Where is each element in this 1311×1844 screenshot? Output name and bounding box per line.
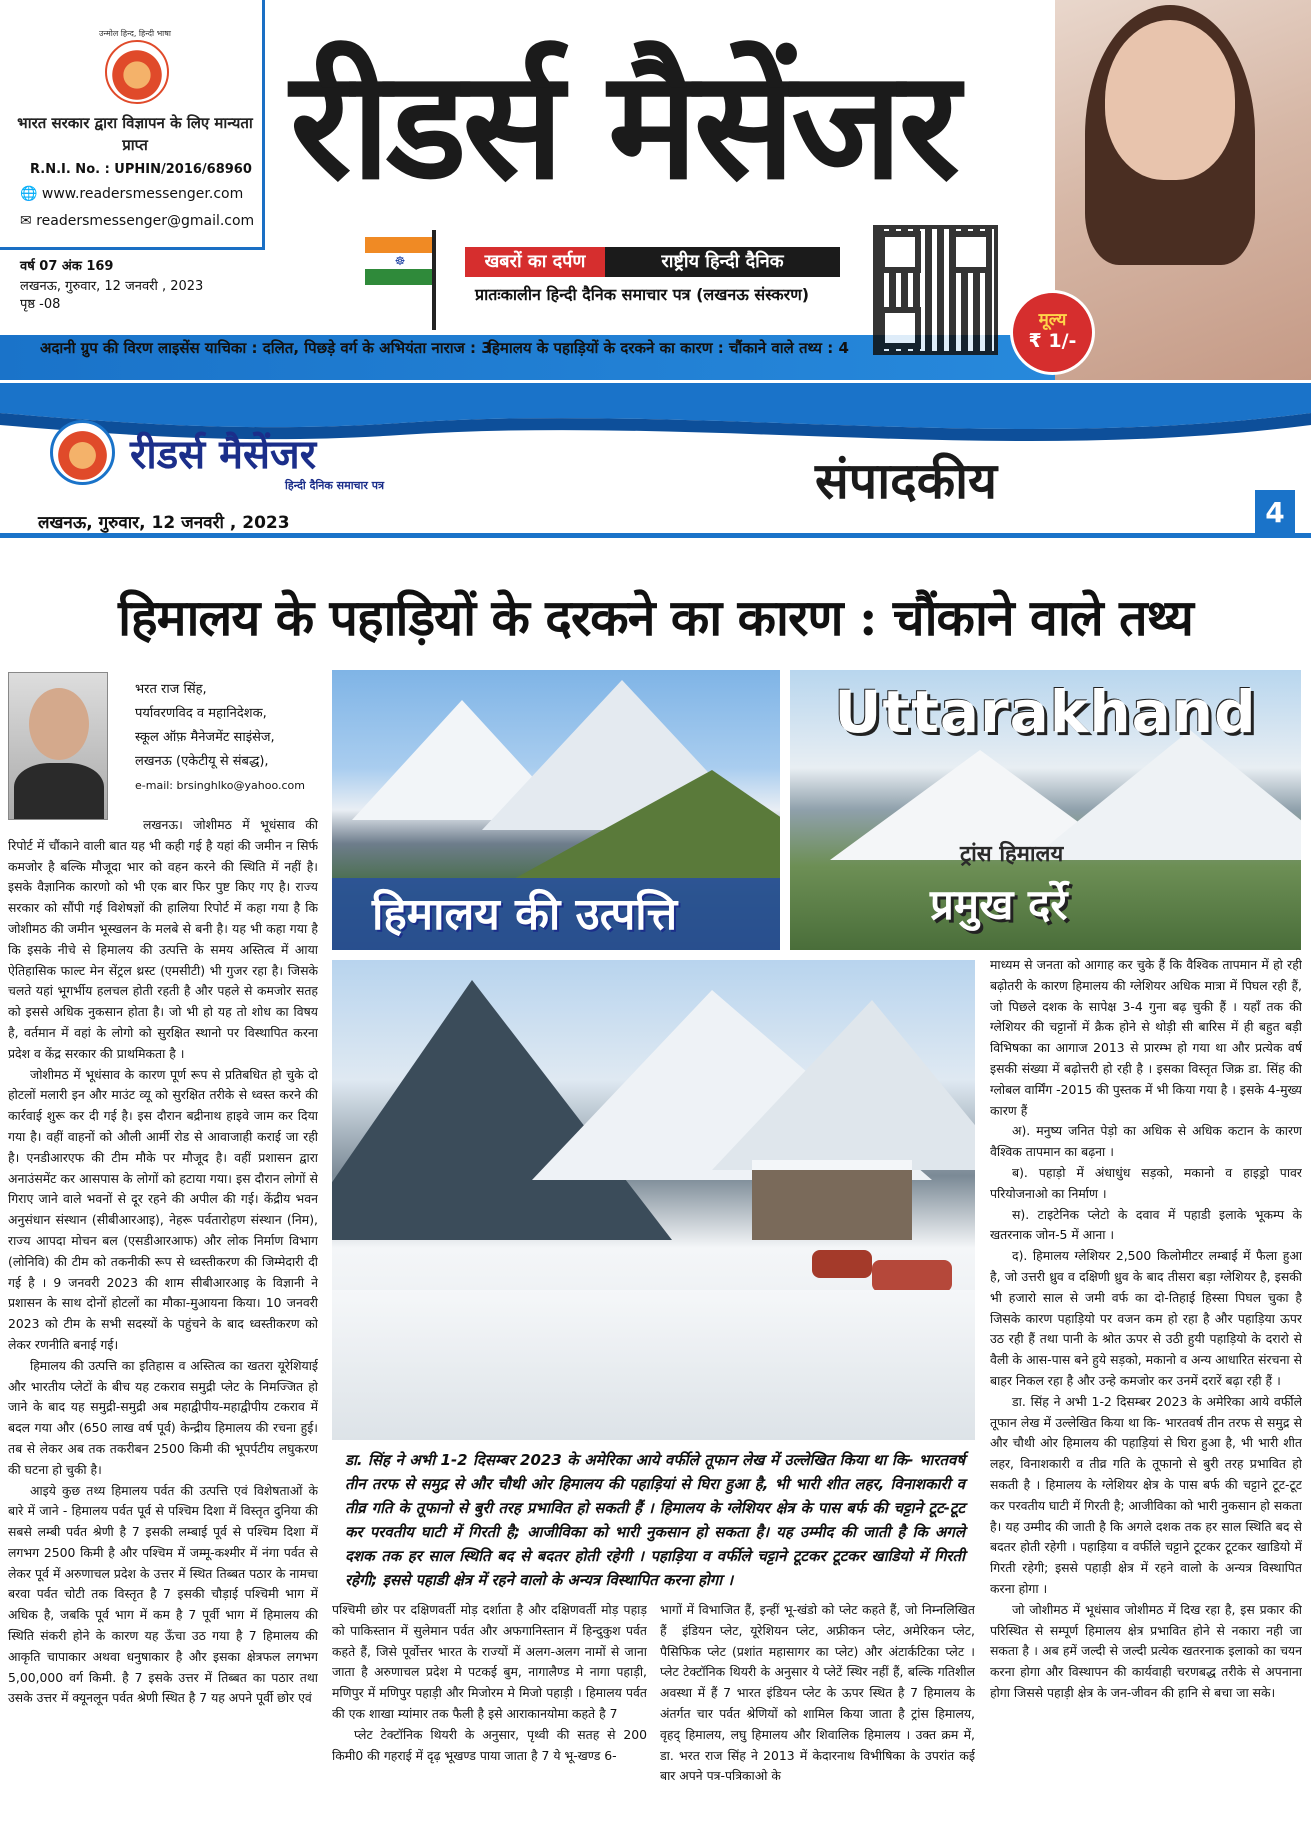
col4-paragraph-1: माध्यम से जनता को आगाह कर चुके हैं कि वैश्विक तापमान में हो रही बढ़ोतरी के कारण हिमालय की ग्लेशियर अधिक मात्रा में पिघल रही हैं, जो पिछले दशक के सापेक्ष 3-4 गुना बढ़ चुकी हैं । यहाँ तक की ग्लेशियर की चट्टानों में क्रैक होने से थोड़ी सी बारिस में ही बहुत बड़ी विभिषका का आगाज 2013 से प्रारम्भ हो गया था और प्रत्येक वर्ष इसकी संख्या में बढ़ोत्तरी हो रही है । इसका विस्तृत जिक्र डा. सिंह की ग्लोबल वार्मिंग -2015 की पुस्तक में भी किया गया है । इसके 4-मुख्य कारण हैं ‌	[990, 957, 1302, 1118]
newspaper-title: रीडर्स मैसेंजर	[290, 37, 956, 213]
page-number: 4	[1255, 490, 1295, 535]
section-date: लखनऊ, गुरुवार, 12 जनवरी , 2023	[38, 513, 290, 533]
col1-paragraph-4: आइये कुछ तथ्य हिमालय पर्वत की उत्पत्ति एवं विशेषताओं के बारे में जाने - हिमालय पर्वत पूर्व से पश्चिम दिशा में विस्तृत दुनिया की सबसे लम्बी पर्वत श्रेणी है 7 इसकी लम्बाई पूर्व से पश्चिम दिशा में लगभग 2500 किमी है और पश्चिम में जम्मू-कश्मीर में नंगा पर्वत से लेकर पूर्व में अरुणाचल प्रदेश के उत्तर में स्थित तिब्बत पठार के नामचा बरवा पर्वत चोटी तक विस्तृत है 7 इसकी चौड़ाई पश्चिमी भाग में अधिक है, जबकि पूर्व भाग में कम है 7 पूर्वी भाग में हिमालय की स्थिति संकरी होने के कारण यह ऊँचा उठ गया है 7 हिमालय की आकृति चापाकार अथवा धनुषाकार है और इसका क्षेत्रफल लगभग 5,00,000 वर्ग किमी. है 7 इसके उत्तर में तिब्बत का पठार तथा उसके उत्तर में क्यूनलून पर्वत श्रेणी स्थित है 7 यह अपने पूर्वी छोर एवं	[8, 1482, 318, 1706]
author-name: भरत राज सिंह,	[135, 682, 207, 697]
india-flag-icon: ☸	[365, 237, 435, 285]
globe-icon: 🌐	[20, 186, 38, 202]
emblem-icon	[105, 40, 169, 104]
col3-paragraph-1: भागों में विभाजित हैं, इन्हीं भू-खंडो को प्लेट कहते हैं, जो निम्नलिखित हैं ‌ इंडियन प्लेट, यूरेशियन प्लेट, अफ्रीकन प्लेट, अमेरिकन प्लेट, पैसिफिक प्लेट (प्रशांत महासागर का प्लेट) और अंटार्कटिका प्लेट । प्लेट टेक्टॉनिक थियरी के अनुसार ये प्लेटें स्थिर नहीं हैं, बल्कि गतिशील अवस्था में हैं 7 भारत इंडियन प्लेट के ऊपर स्थित है 7 हिमालय के अंतर्गत चार पर्वत श्रेणियों को शामिल किया जाता है‌ ट्रांस हिमालय, वृहद् हिमालय, लघु हिमालय और शिवालिक हिमालय । उक्त क्रम में, डा. भरत राज सिंह ने 2013 में केदारनाथ विभीषिका के उपरांत कई बार अपने पत्र-पत्रिकाओ के	[660, 1602, 975, 1784]
col2-paragraph-2: प्लेट टेक्टॉनिक थियरी के अनुसार, पृथ्वी की सतह से 200 किमी0 की गहराई में दृढ़ भूखण्ड पाया जाता है 7 ये भू-खण्ड 6-	[332, 1726, 647, 1763]
author-email[interactable]: e-mail: brsinghlko@yahoo.com	[135, 779, 305, 792]
author-city: लखनऊ (एकेटीयू से संबद्ध),	[135, 754, 269, 769]
rni-number: R.N.I. No. : UPHIN/2016/68960	[30, 162, 252, 177]
ticker-right[interactable]: हिमालय के पहाड़ियों के दरकने का कारण : चौंकाने वाले तथ्य : 4	[488, 339, 849, 357]
col1-paragraph-3: हिमालय की उत्पत्ति का इतिहास व अस्तित्व का खतरा यूरेशियाई और भारतीय प्लेटों के बीच यह टकराव समुद्री प्लेट के निमज्जित हो जाने के बाद यह समुद्री-समुद्री अब महाद्वीपीय-महाद्वीपीय टकराव में बदल गया और (650 लाख वर्ष पूर्व) केन्द्रीय हिमालय की रचना हुई। तब से लेकर अब तक तकरीबन 2500 किमी की भूपर्पटीय लघुकरण की घटना हो चुकी है।	[8, 1357, 318, 1477]
issue-date: लखनऊ, गुरुवार, 12 जनवरी , 2023	[20, 279, 204, 294]
article-headline: हिमालय के पहाड़ियों के दरकने का कारण : चौंकाने वाले तथ्य	[118, 588, 1193, 647]
price-label: मूल्य	[1038, 310, 1067, 330]
govt-approval-text: भारत सरकार द्वारा विज्ञापन के लिए मान्यता प्राप्त	[17, 114, 253, 154]
tagline-black: राष्ट्रीय हिन्दी दैनिक	[605, 247, 840, 277]
author-info	[135, 678, 335, 798]
img2-label: प्रमुख दर्रे	[930, 880, 1068, 929]
col4-paragraph-3: जो जोशीमठ में भूधंसाव जोशीमठ में दिख रहा है, इस प्रकार की परिस्थित से सम्पूर्ण हिमालय क्षेत्र प्रभावित होने से नकारा नही जा सकता है । अब हमें जल्दी से जल्दी प्रत्येक खतरनाक इलाको का चयन करना होगा और विस्थापन की कार्यवाही चरणबद्ध तरीके से अपनाना होगा जिससे पहाड़ी क्षेत्र के जन-जीवन की हानि से बचा जा सके।	[990, 1601, 1302, 1700]
col4-cause-a: अ). मनुष्य जनित पेड़ो का अधिक से अधिक कटान के कारण वैश्विक तापमान का बढ़ना ।	[990, 1123, 1302, 1160]
col4-paragraph-2: डा. सिंह ने अभी 1-2 दिसम्बर 2023 के अमेरिका आये वर्फीले तूफान लेख में उल्लेखित किया था कि- भारतवर्ष तीन तरफ से समुद्र से और चौथी ओर हिमालय की पहाड़ियां से घिरा हुआ है, भी भारी शीत लहर, विनाशकारी व तीव्र गति के तूफानो से बुरी तरह प्रभावित हो सकती है । हिमालय के ग्लेशियर क्षेत्र के पास बर्फ की चट्टाने टूट-टूट कर परवतीय घाटी में गिरती है; आजीविका को भारी नुकसान हो सकता है। यह उम्मीद की जाती है कि अगले दशक तक हर साल स्थिति बद से बदतर होती रहेगी । पहाड़िया व वर्फीले चट्टाने टूटकर टूटकर खाडियो में गिरती रहेगी; इससे पहाड़ी क्षेत्र में रहने वालो के अन्यत्र विस्थापित करना होगा ।	[990, 1393, 1302, 1596]
snowy-village-image	[332, 960, 975, 1440]
qr-code-icon[interactable]	[873, 225, 998, 355]
ticker-left[interactable]: अदानी ग्रुप की विरण लाइसेंस याचिका : दलित, पिछड़े वर्ग के अभियंता नाराज : 3	[40, 339, 492, 357]
mail-icon: ✉	[20, 213, 32, 229]
col1-paragraph-2: जोशीमठ में भूधंसाव के कारण पूर्ण रूप से प्रतिबधित हो चुके दो होटलों मलारी इन और माउंट व्यू को सुरक्षित तरीके से ध्वस्त करने की कार्रवाई शुरू कर दी गई है। इस दौरान बद्रीनाथ हाइवे जाम कर दिया गया है। वहीं वाहनों को औली आर्मी रोड से आवाजाही कराई जा रही है। एनडीआरएफ की टीम मौके पर मौजूद है। वहीं प्रशासन द्वारा अनाउंसमेंट कर आसपास के लोगों को हटाया गया। इस दौरान लोगों से गिराए जाने वाले भवनों से दूर रहने की अपील की गई। केंद्रीय भवन अनुसंधान संस्थान (सीबीआरआइ), नेहरू पर्वतारोहण संस्थान (निम), राज्य आपदा मोचन बल (एसडीआरआफ) और लोक निर्माण विभाग (लोनिवि) की टीम को तकनीकी रूप से ध्वस्तीकरण की जिम्मेदारी दी गई है । 9 जनवरी 2023 की शाम सीबीआरआइ के विज्ञानी ने प्रशासन के साथ दोनों होटलों का मौका-मुआयना किया। 10 जनवरी 2023 को टीम के सभी सदस्यों के पहुंचने के बाद ध्वस्तीकरण को लेकर रणनीति बनाई गई।	[8, 1066, 318, 1352]
col1-paragraph-1: लखनऊ। जोशीमठ में भूधंसाव की रिपोर्ट में चौंकाने वाली बात यह भी कही गई है यहां की जमीन न सिर्फ कमजोर है बल्कि मौजूदा भार को वहन करने की स्थिति में नहीं है। इसके वैज्ञानिक कारणो को भी एक बार फिर पुष्ट किए गए है। राज्य सरकार को सौंपी गई विशेषज्ञों की हालिया रिपोर्ट में कहा गया है कि जोशीमठ की जमीन भूस्खलन के मलबे से बनी है। यह भी कहा गया है कि इसके नीचे से हिमालय की उत्पत्ति के समय अस्तित्व में आया ऐतिहासिक फाल्ट मेन सेंट्रल थ्रस्ट (एमसीटी) भी गुजर रहा है। जिसके चलते यहां भूगर्भीय हलचल होती रहती है और पहले से कमजोर सतह को इससे अधिक नुकसान होता है। जो भी हो यह तो शोध का विषय है, वर्तमान में वहां के लोगो को सुरक्षित स्थानो पर विस्थापित करना प्रदेश व केंद्र सरकार की प्राथमिकता है ।	[8, 817, 318, 1061]
website-link[interactable]: www.readersmessenger.com	[41, 186, 244, 202]
page-count: पृष्ठ -08	[20, 297, 61, 312]
price-value: ₹ 1/-	[1028, 330, 1077, 352]
email-link[interactable]: readersmessenger@gmail.com	[36, 213, 255, 229]
emblem-text: उन्मोल हिन्द, हिन्दी भाषा	[99, 29, 171, 38]
issue-number: वर्ष 07 अंक 169	[20, 259, 114, 274]
flag-pole	[432, 230, 436, 330]
img2-subtitle: ट्रांस हिमालय	[960, 842, 1064, 867]
col2-paragraph-1: पश्चिमी छोर पर दक्षिणवर्ती मोड़ दर्शाता है और दक्षिणवर्ती मोड़ पहाड़ को पाकिस्तान में सुलेमान पर्वत और अफगानिस्तान में हिन्दुकुश पर्वत कहते हैं, जिसे पूर्वोत्तर भारत के राज्यों में अलग-अलग नामों से जाना जाता है‌ अरुणाचल प्रदेश मे पटकई बुम, नागालैण्ड मे नागा पहाड़ी, मणिपुर में मणिपुर पहाड़ी और मिजोरम मे मिजो पहाड़ी । हिमालय पर्वत की एक शाखा म्यांमार तक फैली है इसे आराकानयोमा कहते है 7	[332, 1602, 647, 1721]
tagline-red: खबरों का दर्पण	[465, 247, 605, 277]
article-column-2	[332, 1600, 647, 1840]
author-photo	[8, 672, 108, 820]
email-row	[20, 213, 254, 229]
section-logo-icon	[50, 420, 115, 485]
himalaya-origin-image	[332, 670, 780, 950]
img2-title: Uttarakhand	[834, 678, 1257, 746]
col4-cause-c: स). टाइटेनिक प्लेटो के दवाव में पहाडी इलाके भूकम्प के खतरनाक जोन-5 में आना ।	[990, 1206, 1302, 1243]
section-paper-sub: हिन्दी दैनिक समाचार पत्र	[285, 479, 385, 492]
section-title: संपादकीय	[815, 451, 998, 510]
article-column-3	[660, 1600, 975, 1840]
article-column-4	[990, 955, 1302, 1840]
author-institute: स्कूल ऑफ़ मैनेजमेंट साइंसेज,	[135, 730, 275, 745]
website-row	[20, 186, 243, 202]
img1-label: हिमालय की उत्पत्ति	[372, 889, 678, 940]
uttarakhand-passes-image	[790, 670, 1301, 950]
section-paper-name: रीडर्स मैसेंजर	[130, 431, 317, 478]
col4-cause-b: ब). पहाड़ो में अंधाधुंध सड़को, मकानो व हाइड्रो पावर परियोजनाओ का निर्माण ।	[990, 1164, 1302, 1201]
image-caption: डा. सिंह ने अभी 1-2 दिसम्बर 2023 के अमेरिका आये वर्फीले तूफान लेख में उल्लेखित किया था कि- भारतवर्ष तीन तरफ से समुद्र से और चौथी ओर हिमालय की पहाड़ियां से घिरा हुआ है, भी भारी शीत लहर, विनाशकारी व तीव्र गति के तूफानो से बुरी तरह प्रभावित हो सकती हैं । हिमालय के ग्लेशियर क्षेत्र के पास बर्फ की चट्टाने टूट-टूट कर परवतीय घाटी में गिरती है; आजीविका को भारी नुकसान हो सकता है। यह उम्मीद की जाती है कि अगले दशक तक हर साल स्थिति बद से बदतर होती रहेगी । पहाड़िया व वर्फीले चट्टाने टूटकर टूटकर खाडियो में गिरती रहेगी; इससे पहाडी क्षेत्र में रहने वालो के अन्यत्र विस्थापित करना होगा ।	[345, 1451, 965, 1589]
article-column-1	[8, 815, 318, 1840]
col4-cause-d: द). हिमालय ग्लेशियर 2,500 किलोमीटर लम्बाई में फैला हुआ है, जो उत्तरी ध्रुव व दक्षिणी ध्रुव के बाद तीसरा बड़ा ग्लेशियर है, इसकी भी हजारो साल से जमी वर्फ का दो-तिहाई हिस्सा पिघल चुका है जिसके कारण पहाड़ियो पर वजन कम हो रहा है और पहाड़िया ऊपर उठ रही हैं तथा पानी के श्रोत ऊपर से उठी हुयी पहाड़ियो के दरारो से वैली के आस-पास बने हुये सड़को, मकानो व अन्य आधारित संरचना से बाहर निकल रहा है और उन्हे कमजोर कर उनमें दरारें बढ़ा रही हैं ।	[990, 1248, 1302, 1388]
model-face	[1105, 20, 1235, 180]
price-badge	[1010, 290, 1095, 375]
author-designation: पर्यावरणविद व महानिदेशक,	[135, 706, 267, 721]
sub-tagline: प्रातःकालीन हिन्दी दैनिक समाचार पत्र (लखनऊ संस्करण)	[475, 285, 810, 304]
